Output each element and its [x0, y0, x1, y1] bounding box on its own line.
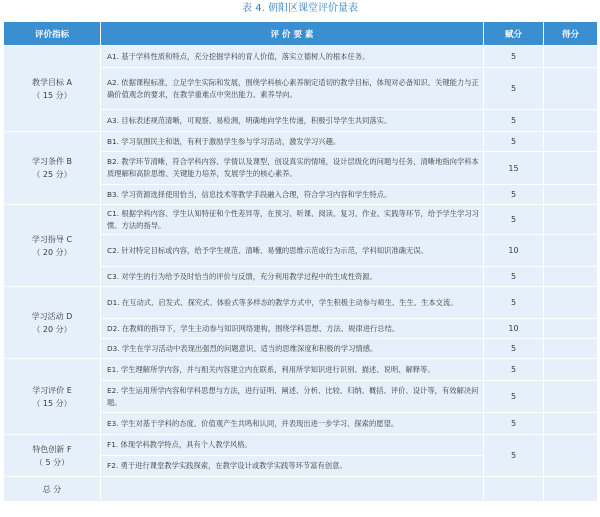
score-a1: 5 — [484, 46, 544, 68]
obtained-f[interactable] — [544, 435, 598, 477]
table-row — [4, 359, 598, 381]
requirement-e1: E1. 学生理解所学内容，并与相关内容建立内在联系，利用所学知识进行识别、描述、说明、解释等。 — [101, 359, 484, 381]
requirement-c3: C3. 对学生的行为给予及时恰当的评价与反馈，充分利用教学过程中的生成性资源。 — [101, 267, 484, 287]
score-b3: 5 — [484, 185, 544, 205]
requirement-d2: D2. 在教师的指导下，学生主动参与知识网络建构，围绕学科思想、方法、规律进行总结。 — [101, 319, 484, 339]
total-obtained[interactable] — [544, 477, 598, 502]
total-assigned — [484, 477, 544, 502]
score-b2: 15 — [484, 152, 544, 185]
score-a3: 5 — [484, 110, 544, 132]
obtained-e1[interactable] — [544, 359, 598, 381]
obtained-b1[interactable] — [544, 132, 598, 152]
requirement-d3: D3. 学生在学习活动中表现出强烈的问题意识、适当的思维深度和积极的学习情感。 — [101, 339, 484, 359]
score-e1: 5 — [484, 359, 544, 381]
table-title: 表 4. 朝阳区课堂评价量表 — [242, 3, 358, 14]
obtained-d2[interactable] — [544, 319, 598, 339]
obtained-c2[interactable] — [544, 235, 598, 267]
obtained-a3[interactable] — [544, 110, 598, 132]
table-row — [4, 132, 598, 152]
requirement-e3: E3. 学生对基于学科的态度、价值观产生共鸣和认同，并表现出进一步学习、探索的愿望。 — [101, 413, 484, 435]
total-label: 总 分 — [4, 477, 101, 502]
requirement-f1: F1. 体现学科教学特点，具有个人教学风格。 — [101, 435, 484, 456]
score-c1: 5 — [484, 205, 544, 235]
table-row — [4, 205, 598, 235]
indicator-name: 学习指导 C — [31, 234, 73, 244]
obtained-a1[interactable] — [544, 46, 598, 68]
evaluation-table — [3, 21, 598, 502]
header-assigned-score: 赋分 — [484, 22, 544, 46]
requirement-b2: B2. 教学环节清晰，符合学科内容、学情以及课型，创设真实的情境，设计层级化的问题与任务，清晰地指向学科本质理解和高阶思维、关键能力培养，发展学生的核心素养。 — [101, 152, 484, 185]
indicator-points: （ 15 分） — [32, 398, 72, 408]
requirement-c2: C2. 针对特定目标或内容，给予学生规范、清晰、易懂的思维示范或行为示范，学科知识准确无误。 — [101, 235, 484, 267]
indicator-name: 学习条件 B — [31, 157, 73, 166]
requirement-a2: A2. 依据课程标准，立足学生实际和发展，围绕学科核心素养制定适切的教学目标，体现对必备知识、关键能力与正确价值观念的要求，在教学重难点中突出能力、素养导向。 — [101, 68, 484, 110]
obtained-c3[interactable] — [544, 267, 598, 287]
table-row — [4, 287, 598, 319]
obtained-e3[interactable] — [544, 413, 598, 435]
score-a2: 5 — [484, 68, 544, 110]
requirement-d1: D1. 在互动式、启发式、探究式、体验式等多样态的教学方式中，学生积极主动参与师生、生生、生本交流。 — [101, 287, 484, 319]
obtained-d3[interactable] — [544, 339, 598, 359]
indicator-points: （ 15 分） — [32, 90, 72, 100]
indicator-a — [4, 46, 101, 132]
total-row — [4, 477, 598, 502]
obtained-c1[interactable] — [544, 205, 598, 235]
obtained-b2[interactable] — [544, 152, 598, 185]
obtained-e2[interactable] — [544, 381, 598, 413]
score-f: 5 — [484, 435, 544, 477]
indicator-name: 教学目标 A — [31, 77, 72, 87]
header-row — [4, 22, 598, 46]
header-obtained-score: 得分 — [544, 22, 598, 46]
obtained-d1[interactable] — [544, 287, 598, 319]
requirement-b1: B1. 学习氛围民主和谐，有利于激励学生参与学习活动，激发学习兴趣。 — [101, 132, 484, 152]
requirement-b3: B3. 学习资源选择使用恰当，信息技术等教学手段融入合理，符合学习内容和学生特点。 — [101, 185, 484, 205]
score-e2: 5 — [484, 381, 544, 413]
requirement-a1: A1. 基于学科性质和特点，充分挖掘学科的育人价值，落实立德树人的根本任务。 — [101, 46, 484, 68]
indicator-name: 特色创新 F — [32, 444, 72, 454]
indicator-c — [4, 205, 101, 287]
indicator-points: （ 20 分） — [32, 324, 72, 334]
obtained-b3[interactable] — [544, 185, 598, 205]
header-indicator: 评价指标 — [4, 22, 101, 46]
total-blank — [101, 477, 484, 502]
table-row — [4, 46, 598, 68]
indicator-points: （ 20 分） — [32, 247, 72, 257]
indicator-d — [4, 287, 101, 359]
score-d3: 5 — [484, 339, 544, 359]
indicator-points: （ 25 分） — [32, 170, 72, 179]
requirement-e2: E2. 学生运用所学内容和学科思想与方法，进行证明、阐述、分析、比较、归纳、概括、评价、设计等，有效解决问题。 — [101, 381, 484, 413]
header-requirements: 评 价 要 素 — [101, 22, 484, 46]
indicator-f — [4, 435, 101, 477]
score-d1: 5 — [484, 287, 544, 319]
requirement-a3: A3. 目标表述规范清晰，可观察、易检测，明确地向学生传递，积极引导学生共同落实。 — [101, 110, 484, 132]
obtained-a2[interactable] — [544, 68, 598, 110]
score-c2: 10 — [484, 235, 544, 267]
indicator-name: 学习活动 D — [31, 311, 73, 321]
score-e3: 5 — [484, 413, 544, 435]
table-row — [4, 435, 598, 456]
score-d2: 10 — [484, 319, 544, 339]
score-c3: 5 — [484, 267, 544, 287]
score-b1: 5 — [484, 132, 544, 152]
indicator-b — [4, 132, 101, 205]
indicator-points: （ 5 分） — [34, 457, 70, 467]
indicator-e — [4, 359, 101, 435]
indicator-name: 学习评价 E — [32, 385, 72, 395]
requirement-c1: C1. 根据学科内容、学生认知特征和个性差异等，在预习、听课、阅读、复习、作业、实践等环节，给予学生学习习惯、方法的指导。 — [101, 205, 484, 235]
requirement-f2: F2. 勇于进行课堂教学实践探索，在教学设计或教学实践等环节富有创意。 — [101, 456, 484, 477]
